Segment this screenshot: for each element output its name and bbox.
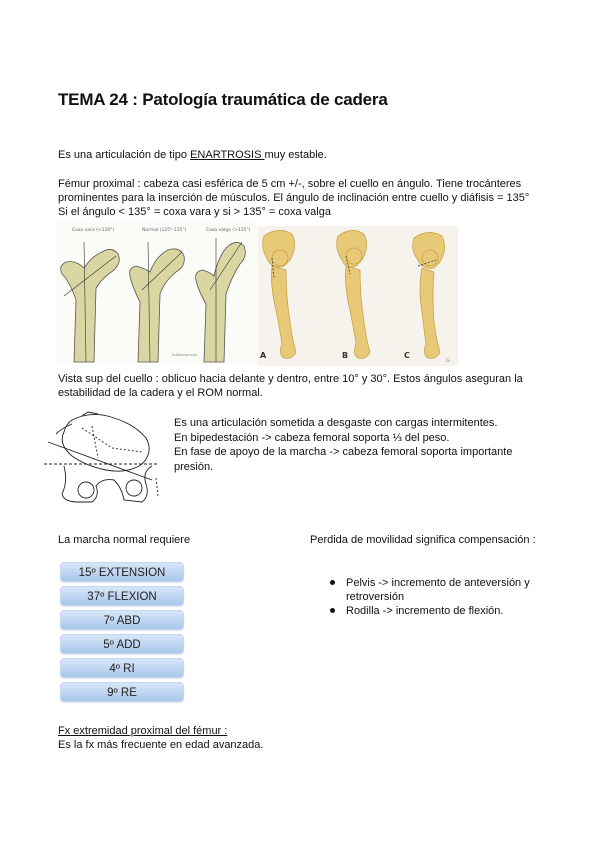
femur-angle-figure <box>56 222 258 364</box>
femur-line-3: Si el ángulo < 135° = coxa vara y si > 135° = coxa valga <box>58 206 331 218</box>
neck-line-2: estabilidad de la cadera y el ROM normal. <box>58 387 263 399</box>
label-b: B <box>342 351 349 360</box>
gait-heading: La marcha normal requiere <box>58 534 191 546</box>
compensation-item-knee <box>328 604 530 618</box>
enartrosis-term: ENARTROSIS <box>190 149 265 161</box>
intro-suffix: muy estable. <box>264 149 327 161</box>
compensation-heading: Perdida de movilidad significa compensación : <box>310 534 536 546</box>
gait-item-flexion: 37º FLEXION <box>60 586 184 606</box>
page-title: TEMA 24 : Patología traumática de cadera <box>58 90 388 109</box>
intro-prefix: Es una articulación de tipo <box>58 149 191 161</box>
joint-line-1: Es una articulación sometida a desgaste con cargas intermitentes. <box>174 417 498 429</box>
compensation-list <box>328 576 530 618</box>
caption-coxa-valga: Coxa valga (>135°) <box>206 228 251 233</box>
joint-line-4: presión. <box>174 460 214 473</box>
caption-coxa-vara: Coxa vara (<120°) <box>72 228 115 233</box>
label-g: G <box>446 358 450 364</box>
femur-line-2: prominentes para la inserción de músculos. El ángulo de inclinación entre cuello y diáfisis = 135° <box>58 192 530 204</box>
knee-line: Rodilla -> incremento de flexión. <box>346 605 504 617</box>
fracture-text: Es la fx más frecuente en edad avanzada. <box>58 739 264 751</box>
gait-item-re: 9º RE <box>60 682 184 702</box>
pelvis-line-1: Pelvis -> incremento de anteversión y <box>346 577 530 589</box>
joint-line-3: En fase de apoyo de la marcha -> cabeza femoral soporta importante <box>174 446 513 458</box>
intro-paragraph <box>58 148 327 162</box>
joint-sketch <box>42 408 162 508</box>
pelvis-line-2: retroversión <box>346 591 405 603</box>
gait-item-extension: 15º EXTENSION <box>60 562 184 582</box>
fracture-heading: Fx extremidad proximal del fémur : <box>58 725 228 737</box>
label-a: A <box>260 351 267 360</box>
caption-normal: Normal (125°-135°) <box>142 228 187 233</box>
gait-item-add: 5º ADD <box>60 634 184 654</box>
label-c: C <box>404 351 410 360</box>
joint-text <box>174 416 512 474</box>
neck-paragraph <box>58 372 523 400</box>
neck-line-1: Vista sup del cuello : oblicuo hacia delante y dentro, entre 10° y 30°. Estos ángulos aseguran la <box>58 373 523 385</box>
femur-line-1: Fémur proximal : cabeza casi esférica de 5 cm +/-, sobre el cuello en ángulo. Tiene trocánteres <box>58 178 522 190</box>
femur-paragraph <box>58 177 529 219</box>
gait-item-ri: 4º RI <box>60 658 184 678</box>
gait-item-abd: 7º ABD <box>60 610 184 630</box>
compensation-item-pelvis <box>328 576 530 604</box>
joint-line-2: En bipedestación -> cabeza femoral soporta ⅓ del peso. <box>174 431 450 444</box>
hip-fracture-figure <box>258 226 458 366</box>
figure-credit: tidistanqinalia <box>172 353 197 357</box>
